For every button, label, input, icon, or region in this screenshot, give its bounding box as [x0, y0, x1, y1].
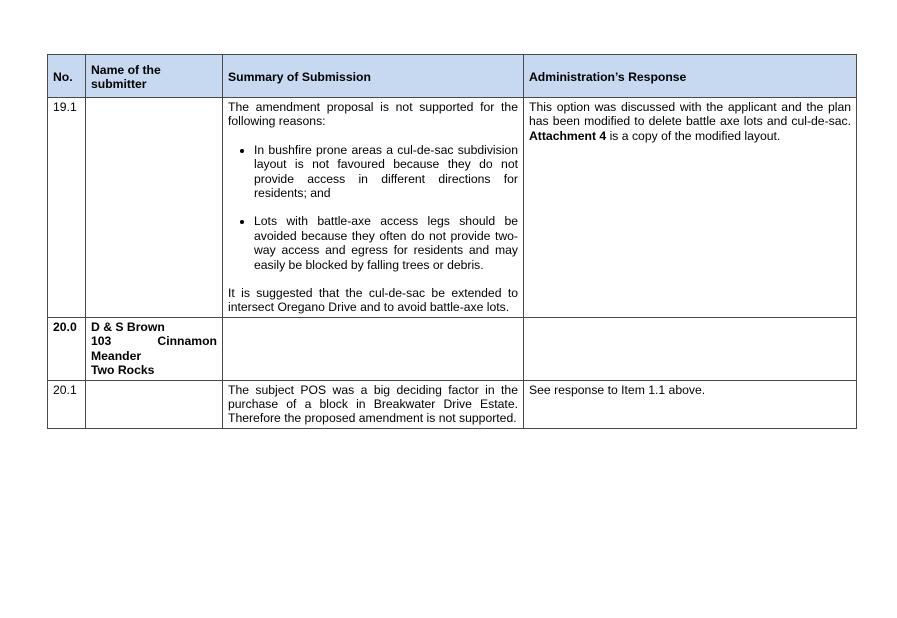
response-cell	[524, 317, 857, 380]
list-item: • Lots with battle-axe access legs should be avoided because they often do not provide two-way access and egress for residents and may easily be blocked by falling trees or debris.	[254, 214, 518, 272]
summary-cell: The subject POS was a big deciding factor in the purchase of a block in Breakwater Drive Estate. Therefore the proposed amendment is not supported.	[223, 380, 524, 428]
row-number: 20.0	[48, 317, 86, 380]
row-number: 19.1	[48, 98, 86, 318]
submitter-name: D & S Brown	[91, 319, 165, 334]
summary-cell	[223, 317, 524, 380]
header-response: Administration’s Response	[524, 55, 857, 98]
response-text: This option was discussed with the applicant and the plan has been modified to delete battle axe lots and cul-de-sac.	[529, 100, 851, 129]
submissions-table	[47, 54, 857, 429]
response-cell	[524, 98, 857, 318]
summary-intro: The amendment proposal is not supported for the following reasons:	[228, 100, 518, 129]
submitter-cell	[86, 98, 223, 318]
submitter-suburb: Two Rocks	[91, 363, 155, 378]
submitter-address-line: 103 Cinnamon	[91, 334, 217, 349]
reasons-list	[228, 143, 518, 272]
submitter-cell	[86, 317, 223, 380]
header-name: Name of the submitter	[86, 55, 223, 98]
row-number: 20.1	[48, 380, 86, 428]
attachment-reference: Attachment 4	[529, 128, 607, 143]
header-no: No.	[48, 55, 86, 98]
header-summary: Summary of Submission	[223, 55, 524, 98]
table-row	[48, 98, 857, 318]
table-row	[48, 317, 857, 380]
response-cell: See response to Item 1.1 above.	[524, 380, 857, 428]
submitter-address-street: Meander	[91, 348, 142, 363]
table-row	[48, 380, 857, 428]
response-text-end: is a copy of the modified layout.	[609, 128, 781, 143]
list-item: • In bushfire prone areas a cul-de-sac subdivision layout is not favoured because they do not provide access in different directions for residents; and	[254, 143, 518, 201]
summary-cell	[223, 98, 524, 318]
submitter-cell	[86, 380, 223, 428]
table-header-row	[48, 55, 857, 98]
summary-outro: It is suggested that the cul-de-sac be extended to intersect Oregano Drive and to avoid battle-axe lots.	[228, 286, 518, 315]
